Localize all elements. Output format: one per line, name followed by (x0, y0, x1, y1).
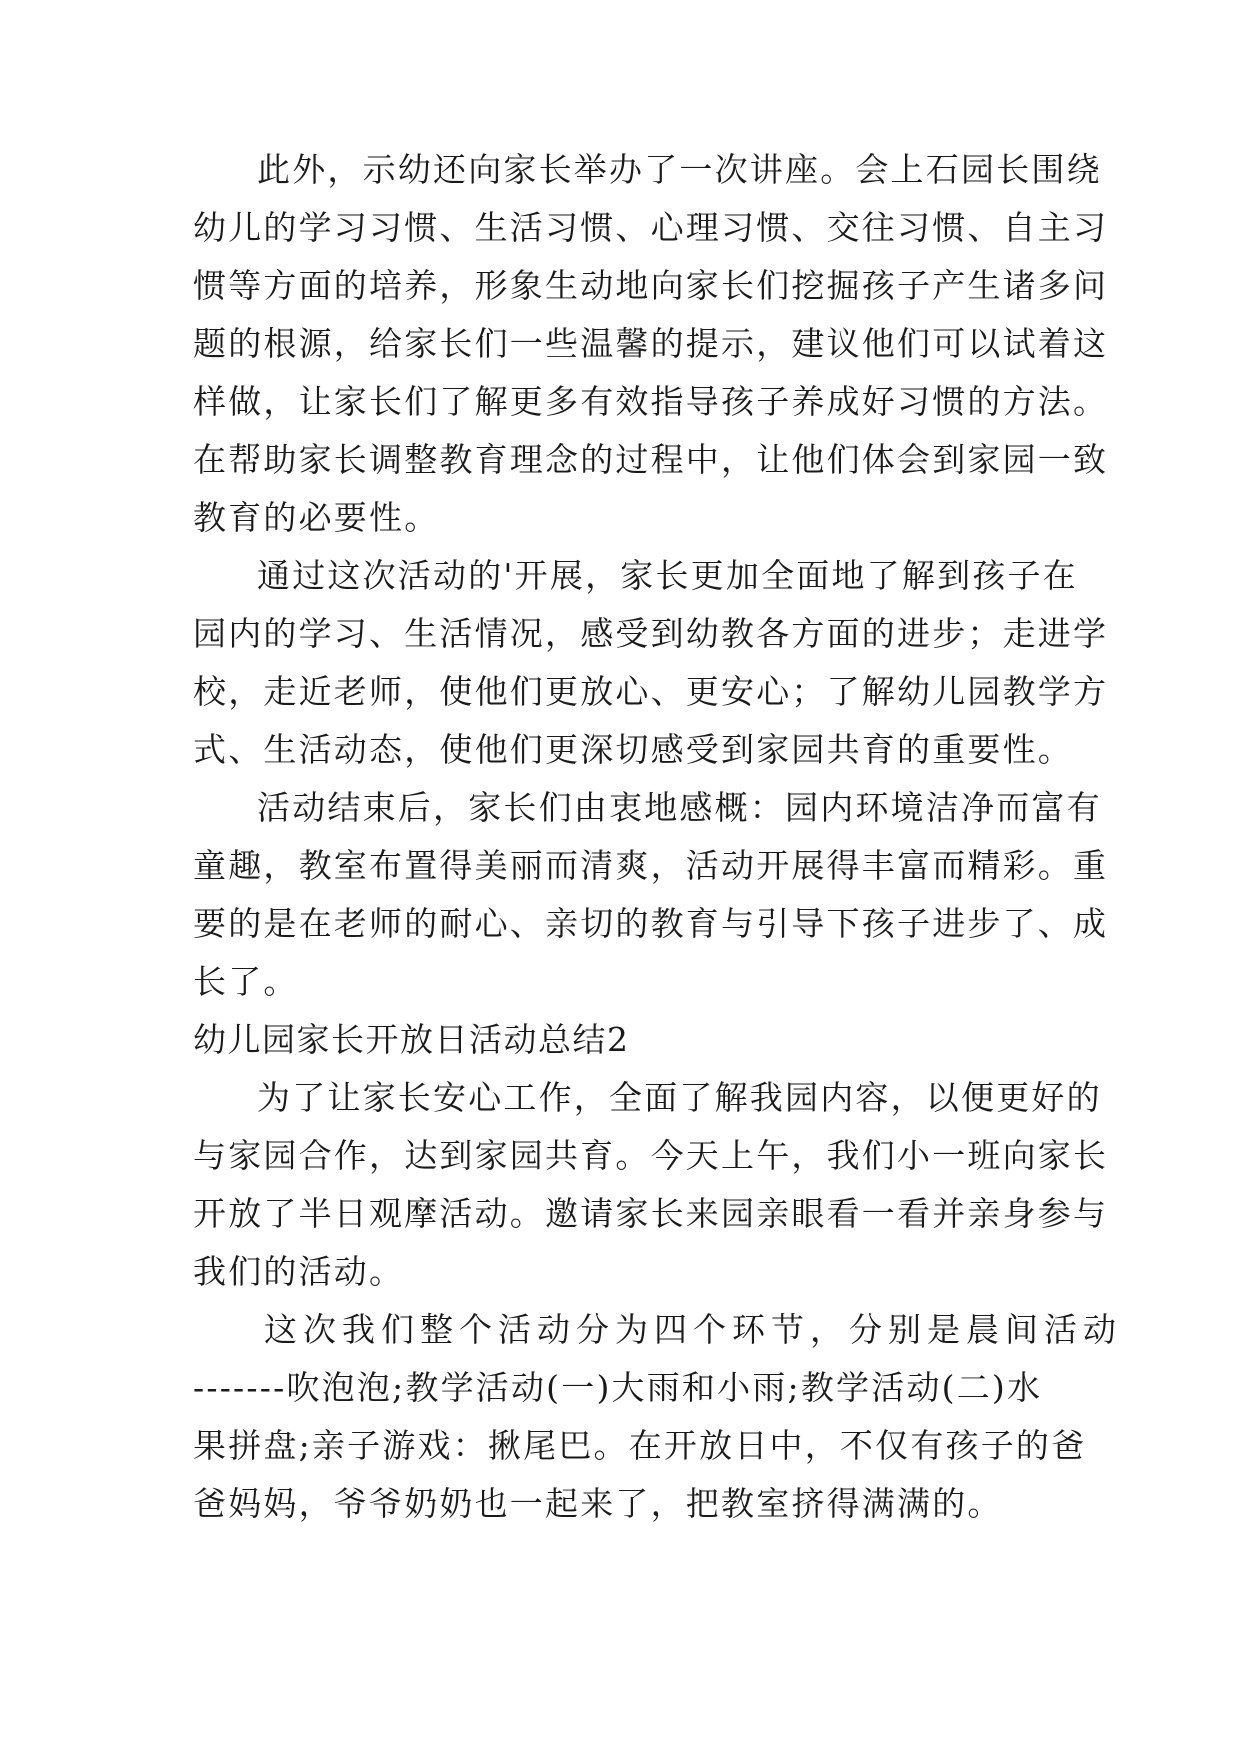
paragraph-2-line-4: 式、生活动态，使他们更深切感受到家园共育的重要性。 (193, 730, 1073, 769)
paragraph-5-line-2: -------吹泡泡;教学活动(一)大雨和小雨;教学活动(二)水 (193, 1368, 1043, 1407)
paragraph-2-line-2: 园内的学习、生活情况，感受到幼教各方面的进步；走进学 (193, 614, 1109, 653)
paragraph-3-line-1: 活动结束后，家长们由衷地感概：园内环境洁净而富有 (257, 788, 1102, 827)
paragraph-5-line-1: 这次我们整个活动分为四个环节，分别是晨间活动 (264, 1310, 1122, 1349)
paragraph-4-line-4: 我们的活动。 (193, 1252, 405, 1291)
paragraph-2-line-3: 校，走近老师，使他们更放心、更安心；了解幼儿园教学方 (193, 672, 1109, 711)
paragraph-5-line-3: 果拼盘;亲子游戏：揪尾巴。在开放日中，不仅有孩子的爸 (193, 1426, 1087, 1465)
paragraph-1-line-7: 教育的必要性。 (193, 498, 440, 537)
paragraph-2-line-1: 通过这次活动的'开展，家长更加全面地了解到孩子在 (257, 556, 1078, 595)
section-heading: 幼儿园家长开放日活动总结2 (193, 1020, 630, 1059)
paragraph-1-line-2: 幼儿的学习习惯、生活习惯、心理习惯、交往习惯、自主习 (193, 208, 1109, 247)
paragraph-5-line-4: 爸妈妈，爷爷奶奶也一起来了，把教室挤得满满的。 (193, 1484, 1003, 1523)
paragraph-3-line-4: 长了。 (193, 962, 299, 1001)
paragraph-4-line-3: 开放了半日观摩活动。邀请家长来园亲眼看一看并亲身参与 (193, 1194, 1109, 1233)
paragraph-3-line-2: 童趣，教室布置得美丽而清爽，活动开展得丰富而精彩。重 (193, 846, 1109, 885)
paragraph-4-line-1: 为了让家长安心工作，全面了解我园内容，以便更好的 (257, 1078, 1102, 1117)
paragraph-1-line-1: 此外，示幼还向家长举办了一次讲座。会上石园长围绕 (257, 150, 1102, 189)
paragraph-1-line-4: 题的根源，给家长们一些温馨的提示，建议他们可以试着这 (193, 324, 1109, 363)
paragraph-1-line-3: 惯等方面的培养，形象生动地向家长们挖掘孩子产生诸多问 (193, 266, 1109, 305)
paragraph-1-line-6: 在帮助家长调整教育理念的过程中，让他们体会到家园一致 (193, 440, 1109, 479)
paragraph-4-line-2: 与家园合作，达到家园共育。今天上午，我们小一班向家长 (193, 1136, 1109, 1175)
paragraph-3-line-3: 要的是在老师的耐心、亲切的教育与引导下孩子进步了、成 (193, 904, 1109, 943)
paragraph-1-line-5: 样做，让家长们了解更多有效指导孩子养成好习惯的方法。 (193, 382, 1109, 421)
